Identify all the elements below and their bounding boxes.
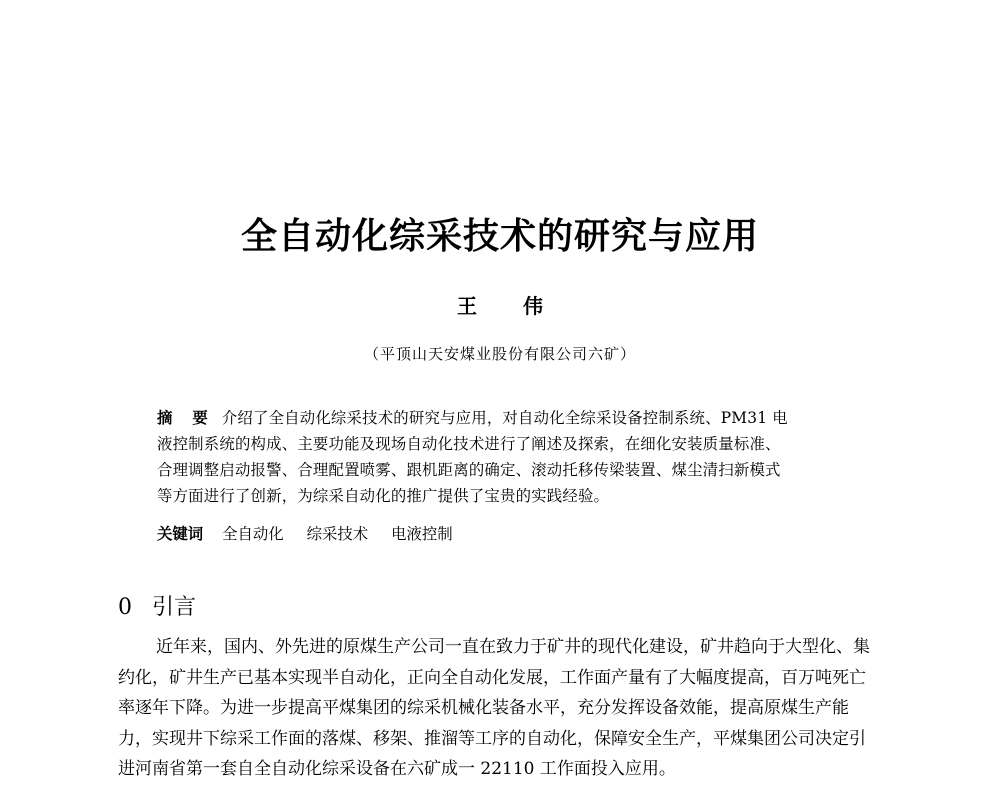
abstract-line: 等方面进行了创新，为综采自动化的推广提供了宝贵的实践经验。 — [157, 487, 610, 505]
body-line: 约化，矿井生产已基本实现半自动化，正向全自动化发展，工作面产量有了大幅度提高，百万吨死亡 — [118, 667, 866, 688]
abstract-label: 摘要 — [157, 409, 228, 427]
body-line: 率逐年下降。为进一步提高平煤集团的综采机械化装备水平，充分发挥设备效能，提高原煤生产能 — [118, 698, 849, 718]
body-line: 近年来，国内、外先进的原煤生产公司一直在致力于矿井的现代化建设，矿井趋向于大型化、集 — [156, 637, 870, 657]
keyword: 综采技术 — [306, 525, 369, 543]
abstract-line: 合理调整启动报警、合理配置喷雾、跟机距离的确定、滚动托移传梁装置、煤尘清扫新模式 — [157, 461, 781, 479]
keywords-label: 关键词 — [157, 525, 204, 543]
body-paragraph — [118, 632, 906, 785]
author-affiliation: （平顶山天安煤业股份有限公司六矿） — [363, 345, 636, 363]
keywords-line — [157, 522, 471, 544]
body-line: 力，实现井下综采工作面的落煤、移架、推溜等工序的自动化，保障安全生产，平煤集团公司决定引 — [118, 728, 866, 749]
keyword: 全自动化 — [222, 525, 284, 543]
author-name: 王伟 — [457, 294, 589, 318]
abstract-text: 介绍了全自动化综采技术的研究与应用，对自动化全综采设备控制系统、PM31 电 — [221, 409, 788, 427]
abstract-line — [157, 405, 872, 431]
abstract-line: 液控制系统的构成、主要功能及现场自动化技术进行了阐述及探索，在细化安装质量标准、 — [157, 435, 781, 453]
section-title: 引言 — [152, 595, 197, 620]
keyword: 电液控制 — [391, 525, 453, 543]
section-heading — [118, 590, 196, 621]
abstract-block — [157, 405, 872, 509]
section-number: 0 — [118, 595, 132, 620]
body-line: 进河南省第一套自全自动化综采设备在六矿成一 22110 工作面投入应用。 — [118, 759, 676, 779]
paper-title: 全自动化综采技术的研究与应用 — [240, 216, 759, 257]
